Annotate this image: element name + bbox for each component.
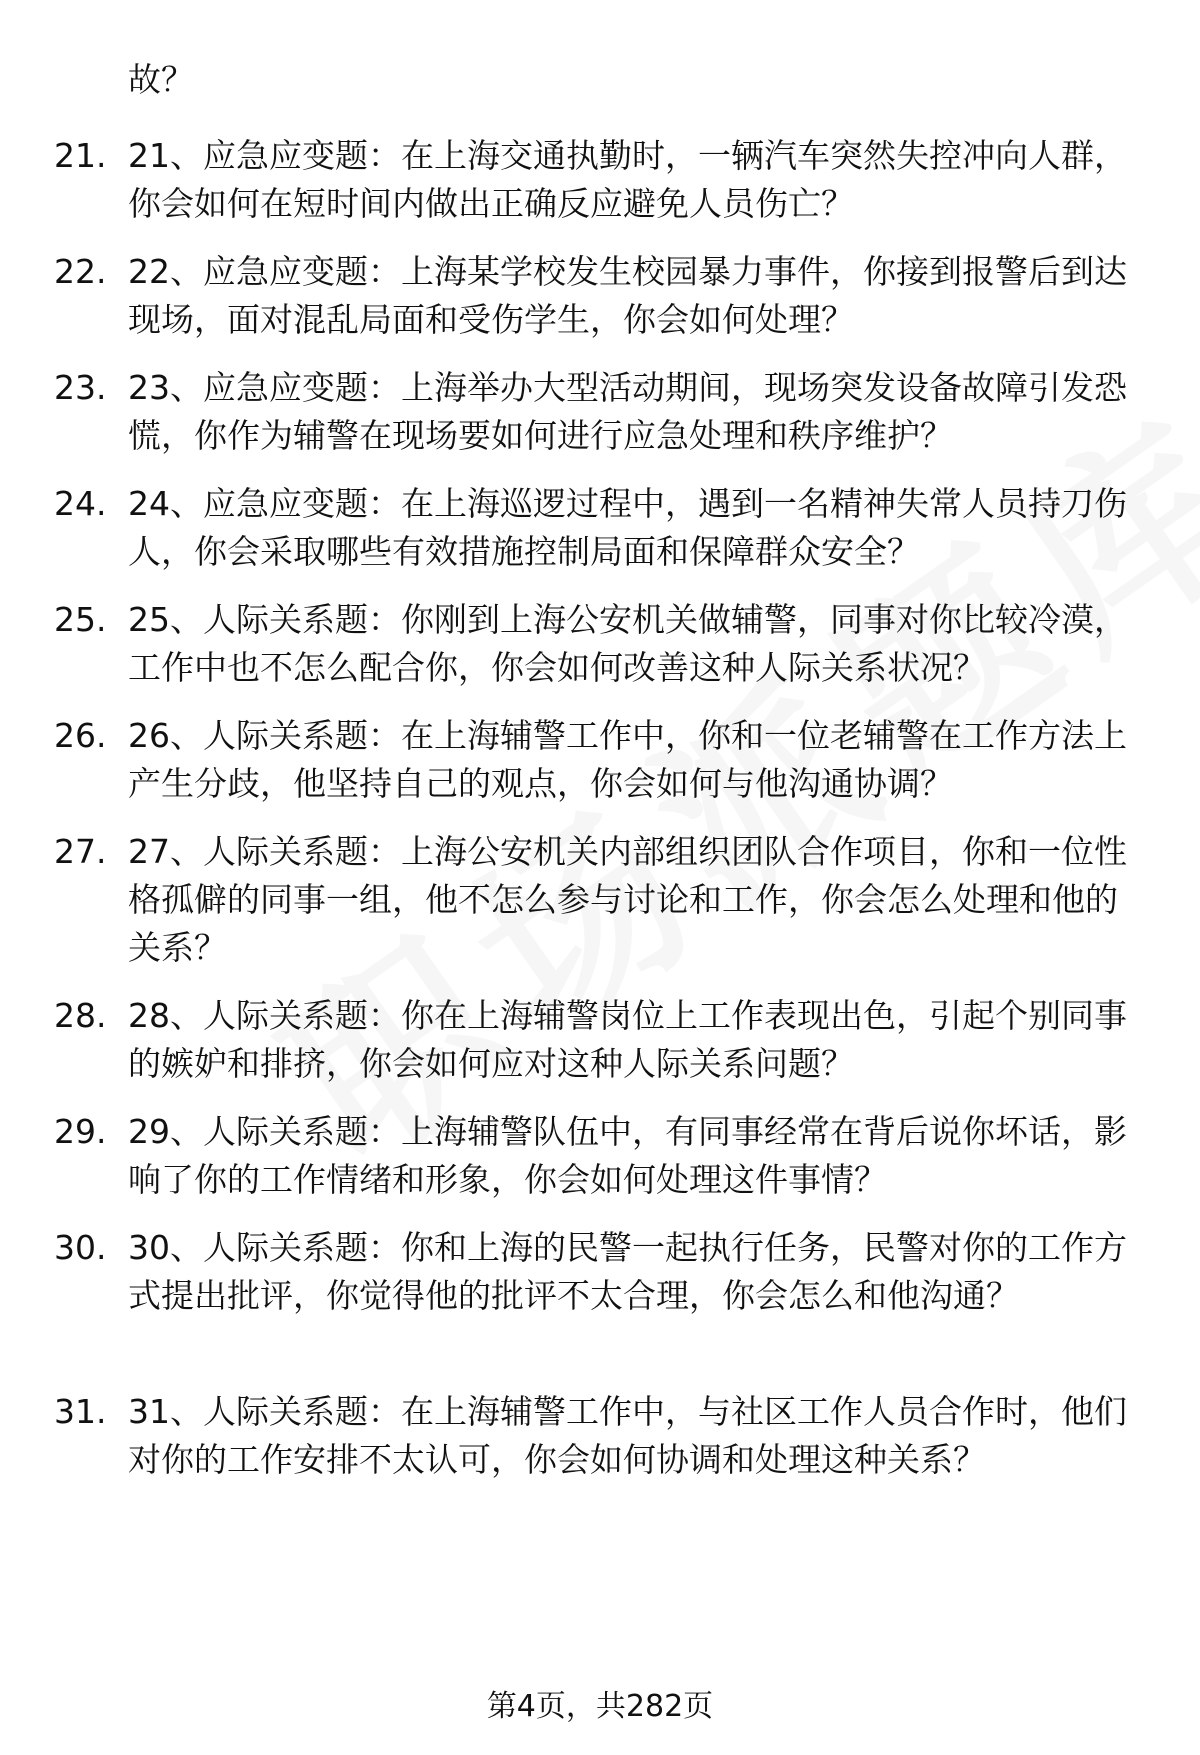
page-number: 第4页，共282页 [486,1689,714,1724]
question-text: 28、人际关系题：你在上海辅警岗位上工作表现出色，引起个别同事的嫉妒和排挤，你会如何应对这种人际关系问题？ [128,996,1127,1083]
question-number: 24. [54,484,107,523]
question-text: 22、应急应变题：上海某学校发生校园暴力事件，你接到报警后到达现场，面对混乱局面和受伤学生，你会如何处理？ [128,252,1127,339]
question-text: 25、人际关系题：你刚到上海公安机关做辅警，同事对你比较冷漠，工作中也不怎么配合你，你会如何改善这种人际关系状况？ [128,600,1127,687]
question-text: 24、应急应变题：在上海巡逻过程中，遇到一名精神失常人员持刀伤人，你会采取哪些有效措施控制局面和保障群众安全？ [128,484,1127,571]
question-text: 27、人际关系题：上海公安机关内部组织团队合作项目，你和一位性格孤僻的同事一组，他不怎么参与讨论和工作，你会怎么处理和他的关系？ [128,832,1127,967]
continued-text: 故？ [128,60,194,99]
question-number: 31. [54,1392,107,1431]
question-text: 21、应急应变题：在上海交通执勤时，一辆汽车突然失控冲向人群，你会如何在短时间内做出正确反应避免人员伤亡？ [128,136,1127,223]
question-text: 31、人际关系题：在上海辅警工作中，与社区工作人员合作时，他们对你的工作安排不太认可，你会如何协调和处理这种关系？ [128,1392,1127,1479]
question-number: 23. [54,368,107,407]
question-number: 30. [54,1228,107,1267]
question-number: 21. [54,136,107,175]
question-number: 28. [54,996,107,1035]
question-number: 26. [54,716,107,755]
question-number: 25. [54,600,107,639]
question-number: 29. [54,1112,107,1151]
question-text: 26、人际关系题：在上海辅警工作中，你和一位老辅警在工作方法上产生分歧，他坚持自己的观点，你会如何与他沟通协调？ [128,716,1127,803]
question-text: 29、人际关系题：上海辅警队伍中，有同事经常在背后说你坏话，影响了你的工作情绪和形象，你会如何处理这件事情？ [128,1112,1127,1199]
question-text: 30、人际关系题：你和上海的民警一起执行任务，民警对你的工作方式提出批评，你觉得他的批评不太合理，你会怎么和他沟通？ [128,1228,1127,1315]
question-number: 22. [54,252,107,291]
question-text: 23、应急应变题：上海举办大型活动期间，现场突发设备故障引发恐慌，你作为辅警在现场要如何进行应急处理和秩序维护？ [128,368,1127,455]
question-number: 27. [54,832,107,871]
